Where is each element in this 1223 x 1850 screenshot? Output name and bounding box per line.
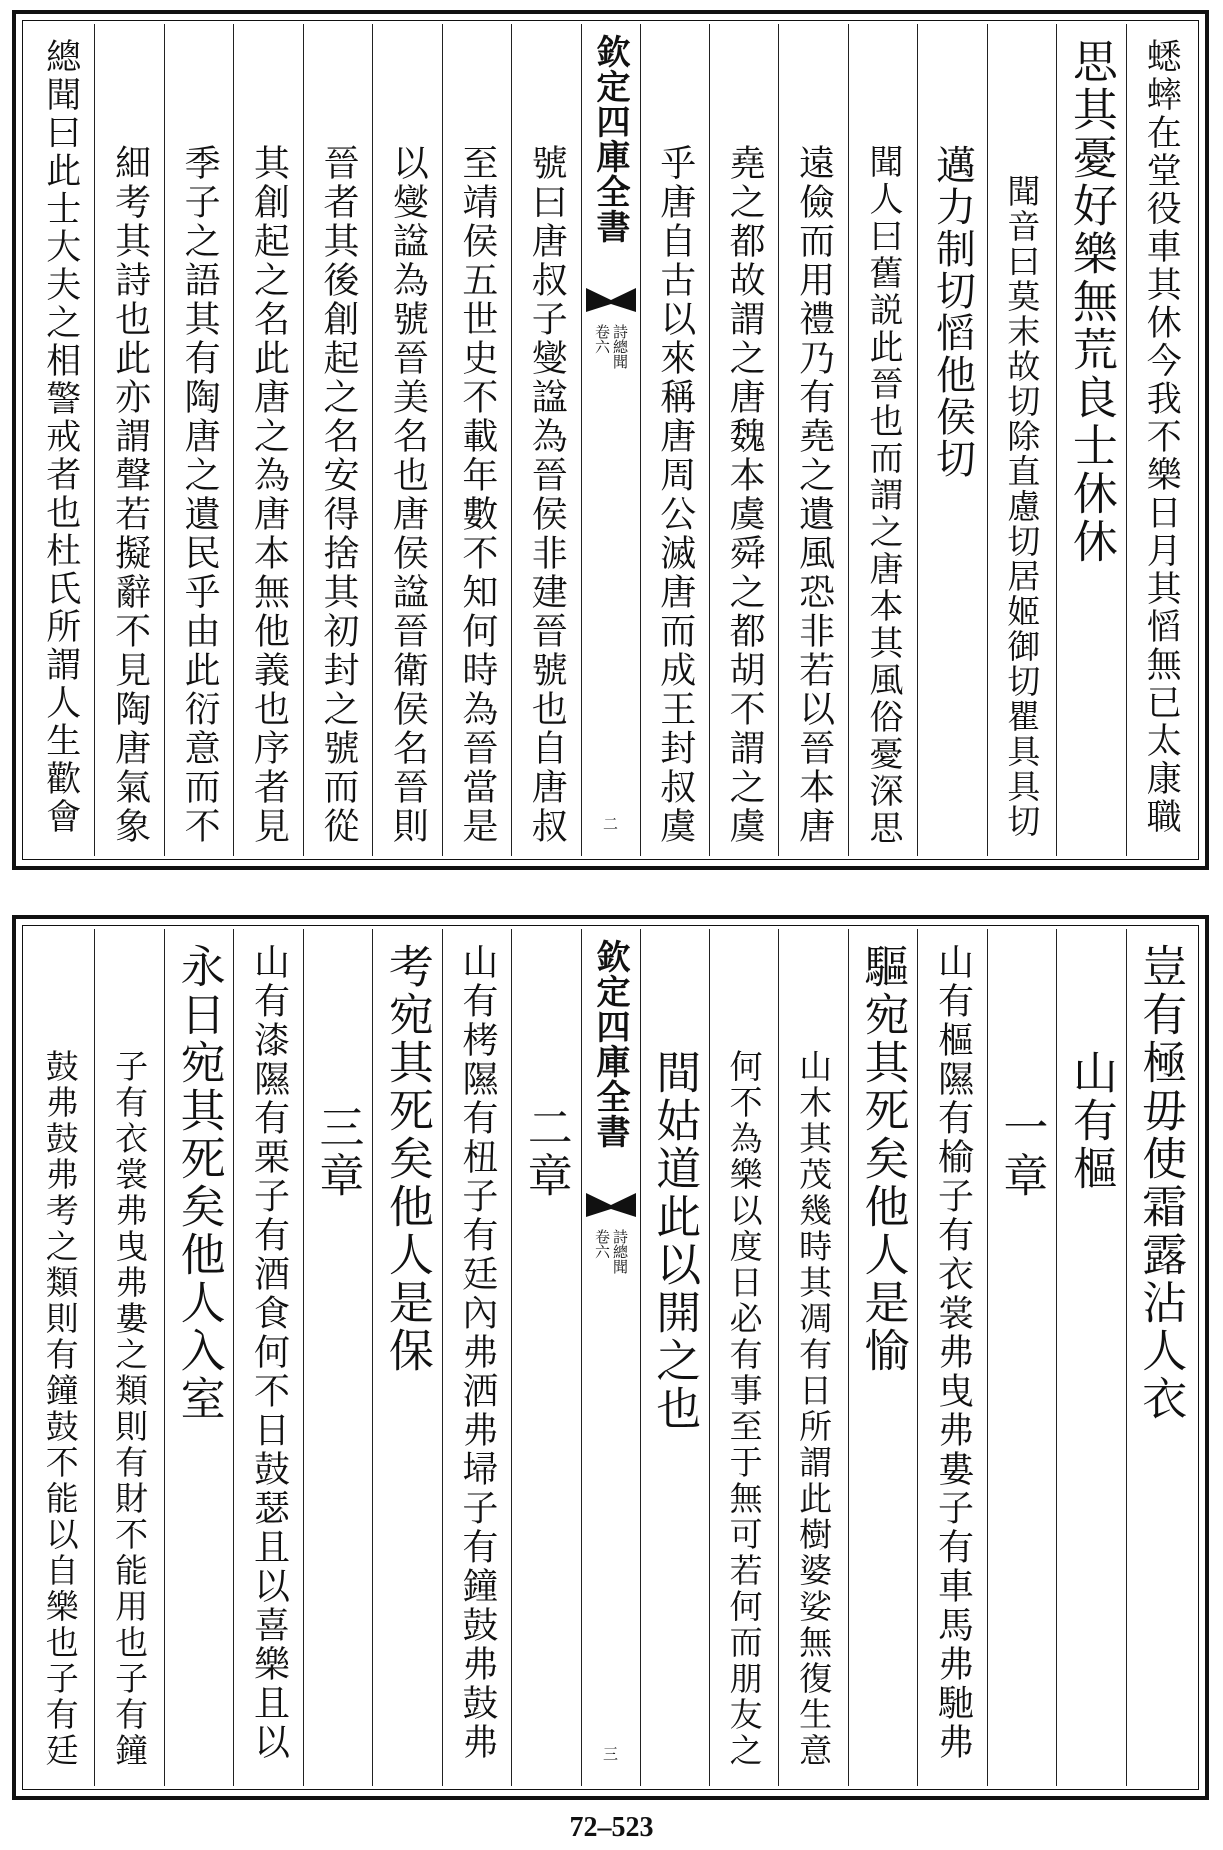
column-text: 山木其茂幾時其凋有日所謂此樹婆娑無復生意: [794, 1049, 834, 1769]
text-column: [94, 929, 163, 1786]
page-number: 二: [602, 815, 619, 833]
column-text: 總聞曰此士大夫之相警戒者也杜氏所謂人生歡會: [40, 38, 81, 836]
column-text: 子有衣裳弗曳弗婁之類則有財不能用也子有鐘: [110, 1049, 150, 1769]
text-column: [987, 929, 1056, 1786]
column-text: 以燮諡為號晉美名也唐侯諡晉衛侯名晉則: [387, 144, 429, 846]
column-text: 號曰唐叔子燮諡為晉侯非建晉號也自唐叔: [526, 144, 568, 846]
text-column: [303, 929, 372, 1786]
text-column: [640, 929, 709, 1786]
column-text: 考宛其死矣他人是保: [380, 943, 434, 1375]
text-column: [511, 929, 580, 1786]
volume-number: 卷六: [593, 1229, 611, 1259]
column-text: 季子之語其有陶唐之遺民乎由此衍意而不: [179, 144, 221, 846]
spine-title: 欽定四庫全書: [590, 939, 630, 1149]
text-column: [917, 929, 986, 1786]
text-column: [640, 24, 709, 856]
text-column: [442, 929, 511, 1786]
text-column: [1056, 929, 1125, 1786]
text-column: [778, 24, 847, 856]
column-text: 間姑道此以開之也: [648, 1049, 702, 1433]
text-column: [511, 24, 580, 856]
column-text: 山有漆隰有栗子有酒食何不日鼓瑟且以喜樂且以: [248, 943, 290, 1762]
column-text: 遠儉而用禮乃有堯之遺風恐非若以晉本唐: [793, 144, 835, 846]
volume-label: [594, 324, 627, 369]
column-text: 聞人曰舊説此晉也而謂之唐本其風俗憂深思: [863, 144, 904, 847]
column-text: 思其憂好樂無荒良士休休: [1064, 38, 1118, 566]
column-text: 山有樞隰有榆子有衣裳弗曳弗婁子有車馬弗馳弗: [932, 943, 974, 1762]
text-column: [164, 929, 233, 1786]
book-title: 詩總聞: [611, 1229, 629, 1274]
column-text: 至靖侯五世史不載年數不知何時為晉當是: [456, 144, 498, 846]
text-column: [26, 24, 94, 856]
column-text: 山有樞: [1064, 1049, 1118, 1193]
column-text: 鼓弗鼓弗考之類則有鐘鼓不能以自樂也子有廷: [40, 1049, 80, 1769]
bottom-columns: [26, 929, 1195, 1786]
column-text: 乎唐自古以來稱唐周公滅唐而成王封叔虞: [654, 144, 696, 846]
book-title: 詩總聞: [611, 324, 629, 369]
fish-tail-mark: [586, 286, 636, 312]
column-text: 山有栲隰有杻子有廷內弗洒弗埽子有鐘鼓弗鼓弗: [456, 943, 498, 1762]
text-column: [709, 929, 778, 1786]
column-text: 三章: [311, 1104, 365, 1200]
volume-number: 卷六: [593, 324, 611, 354]
text-column: [917, 24, 986, 856]
column-text: 蟋蟀在堂役車其休今我不樂日月其慆無已太康職: [1141, 38, 1182, 836]
text-column: [233, 929, 302, 1786]
column-text: 聞音曰莫末故切除直慮切居姬御切瞿具具切: [1002, 174, 1042, 839]
bottom-page: [12, 915, 1209, 1800]
page-number: 三: [602, 1745, 619, 1763]
center-spine: [581, 929, 640, 1786]
text-column: [1126, 929, 1195, 1786]
text-column: [442, 24, 511, 856]
column-text: 一章: [995, 1104, 1049, 1200]
fish-tail-mark: [586, 1191, 636, 1217]
top-page: [12, 10, 1209, 870]
center-spine: [581, 24, 640, 856]
text-column: [709, 24, 778, 856]
column-text: 其創起之名此唐之為唐本無他義也序者見: [248, 144, 290, 846]
column-text: 堯之都故謂之唐魏本虞舜之都胡不謂之虞: [724, 144, 766, 846]
text-column: [372, 24, 441, 856]
column-text: 二章: [519, 1104, 573, 1200]
column-text: 豈有極毋使霜露沾人衣: [1134, 943, 1188, 1423]
column-text: 驅宛其死矣他人是愉: [856, 943, 910, 1375]
column-text: 邁力制切慆他侯切: [929, 144, 976, 480]
volume-label: [594, 1229, 627, 1274]
text-column: [1056, 24, 1125, 856]
text-column: [164, 24, 233, 856]
text-column: [848, 929, 917, 1786]
top-columns: [26, 24, 1195, 856]
page-reference: 72–523: [569, 1812, 654, 1843]
text-column: [987, 24, 1056, 856]
text-column: [303, 24, 372, 856]
text-column: [778, 929, 847, 1786]
text-column: [848, 24, 917, 856]
text-column: [94, 24, 163, 856]
column-text: 細考其詩也此亦謂聲若擬辭不見陶唐氣象: [109, 144, 151, 846]
spine-title: 欽定四庫全書: [590, 34, 630, 244]
text-column: [26, 929, 94, 1786]
column-text: 晉者其後創起之名安得捨其初封之號而從: [317, 144, 359, 846]
text-column: [1126, 24, 1195, 856]
text-column: [233, 24, 302, 856]
column-text: 永日宛其死矣他人入室: [172, 943, 226, 1423]
column-text: 何不為樂以度日必有事至于無可若何而朋友之: [724, 1049, 764, 1769]
text-column: [372, 929, 441, 1786]
